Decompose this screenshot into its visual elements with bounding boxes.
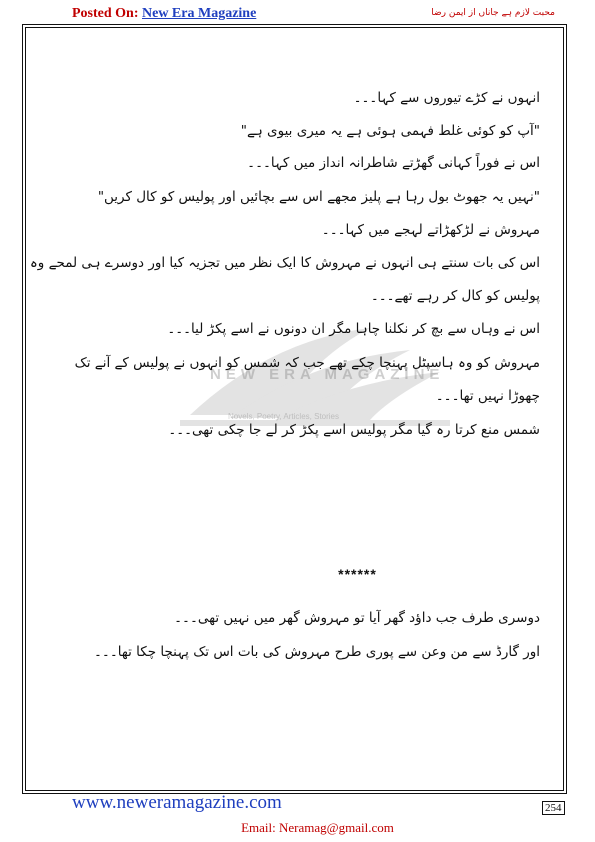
- posted-on-header: [72, 6, 256, 22]
- story-line-4: "نہیں یہ جھوٹ بول رہا ہے پلیز مجھے اس سے بچائیں اور پولیس کو کال کریں": [97, 189, 540, 205]
- posted-on-label: Posted On:: [72, 6, 139, 21]
- scene-separator: ******: [338, 566, 377, 582]
- story-line-13: اور گارڈ سے من وعن سے پوری طرح مہروش کی بات اس تک پہنچا چکا تھا۔۔۔: [94, 644, 540, 660]
- story-line-2: "آپ کو کوئی غلط فہمی ہوئی ہے یہ میری بیوی ہے": [240, 123, 540, 139]
- story-line-1: انہوں نے کڑے تیوروں سے کہا۔۔۔: [353, 90, 540, 106]
- magazine-link[interactable]: New Era Magazine: [142, 6, 257, 21]
- story-line-8: اس نے وہاں سے بچ کر نکلنا چاہا مگر ان دونوں نے اسے پکڑ لیا۔۔۔: [167, 321, 540, 337]
- story-line-9: مہروش کو وہ ہاسپٹل پہنچا چکے تھے جب کہ شمس کو انہوں نے پولیس کے آنے تک: [74, 355, 540, 371]
- story-line-3: اس نے فوراً کہانی گھڑتے شاطرانہ انداز میں کہا۔۔۔: [247, 155, 540, 171]
- contact-email: Email: Neramag@gmail.com: [241, 820, 394, 835]
- story-line-12: دوسری طرف جب داؤد گھر آیا تو مہروش گھر میں نہیں تھی۔۔۔: [174, 610, 540, 626]
- page-number: 254: [542, 801, 565, 815]
- story-line-11: شمس منع کرتا رہ گیا مگر پولیس اسے پکڑ کر لے جا چکی تھی۔۔۔: [168, 422, 540, 438]
- novel-title-author: محبت لازم ہے جاناں از ایمن رضا: [431, 8, 555, 18]
- website-link[interactable]: www.neweramagazine.com: [72, 792, 282, 813]
- story-line-7: پولیس کو کال کر رہے تھے۔۔۔: [370, 288, 540, 304]
- story-line-6: اس کی بات سنتے ہی انہوں نے مہروش کا ایک نظر میں تجزیہ کیا اور دوسرے ہی لمحے وہ: [29, 255, 540, 271]
- watermark-subtext: Novels, Poetry, Articles, Stories: [228, 412, 339, 421]
- watermark-text: NEW ERA MAGAZINE: [210, 366, 445, 383]
- story-line-5: مہروش نے لڑکھڑاتے لہجے میں کہا۔۔۔: [321, 222, 540, 238]
- story-line-10: چھوڑا نہیں تھا۔۔۔: [435, 388, 540, 404]
